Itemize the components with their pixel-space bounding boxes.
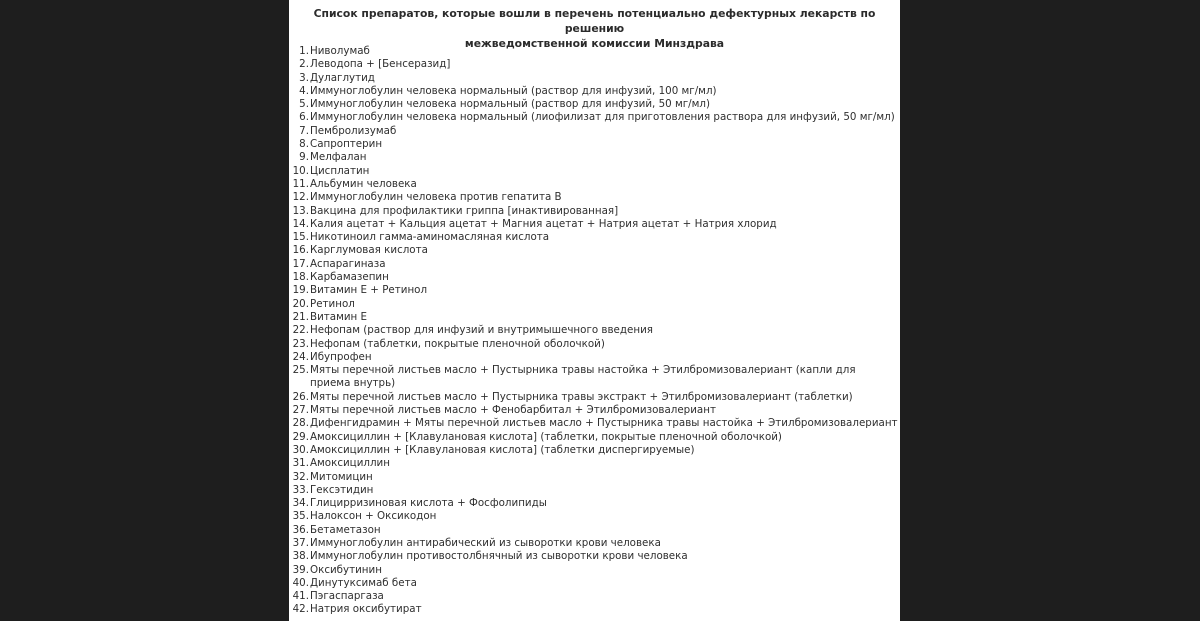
list-item <box>289 58 900 71</box>
list-item <box>289 165 900 178</box>
list-item <box>289 338 900 351</box>
list-item-number: 39. <box>292 563 309 576</box>
list-item-number: 23. <box>292 337 309 350</box>
list-item-text: Вакцина для профилактики гриппа [инактивированная] <box>310 204 619 217</box>
list-item-number: 25. <box>292 364 309 377</box>
list-item-number: 41. <box>292 590 309 603</box>
list-item-number: 17. <box>292 257 309 270</box>
list-item-number: 2. <box>299 58 309 71</box>
list-item <box>289 484 900 497</box>
list-item-text: Мяты перечной листьев масло + Пустырника травы настойка + Этилбромизовалериант (капли для приема внутрь) <box>310 364 856 390</box>
list-item-number: 15. <box>292 231 309 244</box>
list-item-number: 36. <box>292 523 309 536</box>
list-item-text: Динутуксимаб бета <box>310 576 417 589</box>
list-item <box>289 191 900 204</box>
list-item-number: 33. <box>292 483 309 496</box>
list-item <box>289 218 900 231</box>
list-item <box>289 417 900 430</box>
list-item <box>289 364 880 391</box>
list-item <box>289 298 900 311</box>
list-item-number: 12. <box>292 191 309 204</box>
list-item-text: Никотиноил гамма-аминомасляная кислота <box>310 231 550 244</box>
title-line-1: Список препаратов, которые вошли в перечень потенциально дефектурных лекарств по решению <box>313 7 876 35</box>
list-item-number: 29. <box>292 430 309 443</box>
list-item <box>289 205 900 218</box>
list-item <box>289 85 900 98</box>
list-item-number: 24. <box>292 350 309 363</box>
list-item-number: 7. <box>299 124 309 137</box>
list-item <box>289 231 900 244</box>
list-item-number: 37. <box>292 536 309 549</box>
list-item-text: Натрия оксибутират <box>310 603 422 616</box>
list-item-text: Пембролизумаб <box>310 124 397 137</box>
list-item <box>289 324 900 337</box>
list-item-number: 22. <box>292 324 309 337</box>
list-item-text: Витамин Е + Ретинол <box>310 284 428 297</box>
list-item-text: Мяты перечной листьев масло + Пустырника травы экстракт + Этилбромизовалериант (таблетки) <box>310 390 853 403</box>
list-item <box>289 471 900 484</box>
list-item-number: 32. <box>292 470 309 483</box>
list-item-number: 19. <box>292 284 309 297</box>
list-item <box>289 258 900 271</box>
list-item-number: 35. <box>292 510 309 523</box>
list-item-text: Оксибутинин <box>310 563 382 576</box>
list-item-text: Амоксициллин <box>310 457 390 470</box>
list-item <box>289 391 900 404</box>
list-item-text: Сапроптерин <box>310 138 383 151</box>
list-item-text: Аспарагиназа <box>310 257 386 270</box>
list-item <box>289 577 900 590</box>
list-item-text: Ретинол <box>310 297 355 310</box>
list-item-text: Дифенгидрамин + Мяты перечной листьев масло + Пустырника травы настойка + Этилбромизовалериант <box>310 417 898 430</box>
list-item <box>289 444 900 457</box>
list-item-text: Митомицин <box>310 470 373 483</box>
list-item-text: Иммуноглобулин человека против гепатита В <box>310 191 562 204</box>
list-item <box>289 244 900 257</box>
list-item-text: Мелфалан <box>310 151 367 164</box>
list-item-text: Иммуноглобулин человека нормальный (раствор для инфузий, 50 мг/мл) <box>310 98 710 111</box>
list-item-number: 26. <box>292 390 309 403</box>
list-item-number: 1. <box>299 45 309 57</box>
list-item <box>289 98 900 111</box>
list-item-number: 4. <box>299 84 309 97</box>
list-item-text: Бетаметазон <box>310 523 381 536</box>
list-item-text: Налоксон + Оксикодон <box>310 510 437 523</box>
list-item-text: Амоксициллин + [Клавулановая кислота] (таблетки диспергируемые) <box>310 443 695 456</box>
list-item-text: Леводопа + [Бенсеразид] <box>310 58 451 71</box>
list-item-number: 9. <box>299 151 309 164</box>
list-item-text: Карбамазепин <box>310 271 389 284</box>
list-item <box>289 284 900 297</box>
list-item-text: Дулаглутид <box>310 71 375 84</box>
list-item-number: 30. <box>292 443 309 456</box>
list-item-text: Иммуноглобулин противостолбнячный из сыворотки крови человека <box>310 550 688 563</box>
list-item <box>289 537 900 550</box>
list-item <box>289 457 900 470</box>
list-item <box>289 311 900 324</box>
list-item-text: Гексэтидин <box>310 483 374 496</box>
list-item-text: Альбумин человека <box>310 177 417 190</box>
list-item-text: Витамин Е <box>310 310 368 323</box>
list-item-number: 34. <box>292 497 309 510</box>
list-item <box>289 404 900 417</box>
list-item <box>289 510 900 523</box>
list-item <box>289 351 900 364</box>
list-item-number: 40. <box>292 576 309 589</box>
list-item-text: Цисплатин <box>310 164 370 177</box>
list-item <box>289 590 900 603</box>
list-item <box>289 151 900 164</box>
list-item-text: Иммуноглобулин человека нормальный (раствор для инфузий, 100 мг/мл) <box>310 84 717 97</box>
list-item-number: 18. <box>292 271 309 284</box>
list-item-number: 16. <box>292 244 309 257</box>
list-item-number: 10. <box>292 164 309 177</box>
list-item-number: 8. <box>299 138 309 151</box>
list-item-number: 42. <box>292 603 309 616</box>
document-page <box>289 0 900 621</box>
drug-list <box>289 45 900 617</box>
title-line-2: межведомственной комиссии Минздрава <box>464 37 725 50</box>
list-item-text: Пэгаспаргаза <box>310 590 384 603</box>
list-item-text: Глицирризиновая кислота + Фосфолипиды <box>310 497 547 510</box>
list-item-text: Амоксициллин + [Клавулановая кислота] (таблетки, покрытые пленочной оболочкой) <box>310 430 782 443</box>
list-item-text: Нефопам (таблетки, покрытые пленочной оболочкой) <box>310 337 605 350</box>
list-item-number: 38. <box>292 550 309 563</box>
list-item-text: Иммуноглобулин антирабический из сыворотки крови человека <box>310 536 661 549</box>
list-item <box>289 178 900 191</box>
list-item-text: Ниволумаб <box>310 45 370 57</box>
list-item <box>289 497 900 510</box>
list-item <box>289 524 900 537</box>
list-item-number: 5. <box>299 98 309 111</box>
list-item <box>289 45 900 58</box>
list-item <box>289 72 900 85</box>
list-item <box>289 138 900 151</box>
list-item-number: 27. <box>292 404 309 417</box>
list-item-text: Нефопам (раствор для инфузий и внутримышечного введения <box>310 324 653 337</box>
list-item-number: 31. <box>292 457 309 470</box>
list-item-number: 21. <box>292 310 309 323</box>
list-item-number: 20. <box>292 297 309 310</box>
list-item-text: Мяты перечной листьев масло + Фенобарбитал + Этилбромизовалериант <box>310 404 716 417</box>
list-item-text: Иммуноглобулин человека нормальный (лиофилизат для приготовления раствора для инфузий, 50 мг/мл) <box>310 111 895 124</box>
list-item-number: 28. <box>292 417 309 430</box>
list-item <box>289 431 900 444</box>
list-item-text: Карглумовая кислота <box>310 244 428 257</box>
list-item-number: 11. <box>292 177 309 190</box>
list-item <box>289 111 900 124</box>
list-item-number: 14. <box>292 217 309 230</box>
list-item <box>289 125 900 138</box>
list-item-text: Ибупрофен <box>310 350 372 363</box>
list-item <box>289 550 900 563</box>
list-item <box>289 564 900 577</box>
list-item-number: 13. <box>292 204 309 217</box>
list-item <box>289 271 900 284</box>
list-item <box>289 603 900 616</box>
list-item-text: Калия ацетат + Кальция ацетат + Магния ацетат + Натрия ацетат + Натрия хлорид <box>310 217 777 230</box>
list-item-number: 3. <box>299 71 309 84</box>
list-item-number: 6. <box>299 111 309 124</box>
